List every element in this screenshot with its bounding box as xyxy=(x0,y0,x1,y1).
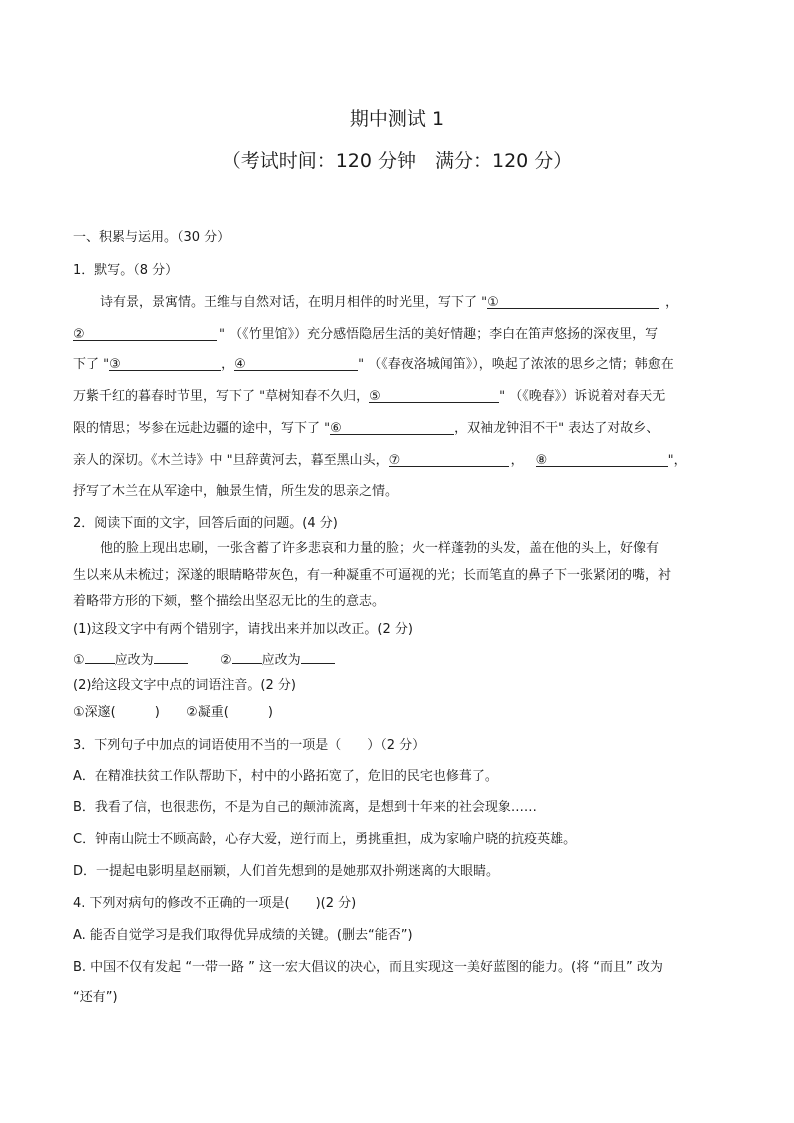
q1-line-2: ② " （《竹里馆》）充分感悟隐居生活的美好情趣；李白在笛声悠扬的深夜里，写 xyxy=(73,327,659,342)
correction-blank-1[interactable] xyxy=(154,648,188,664)
page-title: 期中测试 1 xyxy=(349,108,445,130)
q2-passage-line-1: 他的脸上现出忠刷，一张含蓄了许多悲哀和力量的脸；火一样蓬勃的头发，盖在他的头上，好像有 xyxy=(100,541,660,556)
q1-line-3: 下了 "③ ，④ " （《春夜洛城闻笛》），唤起了浓浓的思乡之情；韩愈在 xyxy=(73,357,674,372)
q4-option-b-line-2: “还有”) xyxy=(73,990,118,1005)
q2-passage-line-2: 生以来从未梳过；深遂的眼睛略带灰色，有一种凝重不可逼视的光；长而笔直的鼻子下一张紧闭的嘴，衬 xyxy=(73,568,672,583)
q3-option-c: C．钟南山院士不顾高龄，心存大爱，逆行而上，勇挑重担，成为家喻户晓的抗疫英雄。 xyxy=(73,832,577,847)
q3-option-d: D．一提起电影明星赵丽颖，人们首先想到的是她那双扑朔迷离的大眼睛。 xyxy=(73,864,500,879)
q4-option-a: A. 能否自觉学习是我们取得优异成绩的关键。(删去“能否”) xyxy=(73,928,413,943)
blank-2[interactable]: ② xyxy=(73,325,217,341)
q1-line-1: 诗有景，景寓情。王维与自然对话，在明月相伴的时光里，写下了 "① ， xyxy=(100,295,679,310)
q2-sub-2-answers xyxy=(73,703,733,723)
pinyin-blank-1[interactable]: ①深邃( ) xyxy=(73,705,160,720)
page-subtitle: （考试时间：120 分钟 满分：120 分） xyxy=(221,150,573,172)
q3-heading: 3．下列句子中加点的词语使用不当的一项是（ ）（2 分） xyxy=(73,738,426,753)
q2-sub-1-answers: ① 应改为 ② 应改为 xyxy=(73,648,733,671)
q3-option-b: B．我看了信，也很悲伤，不是为自己的颠沛流离，是想到十年来的社会现象…… xyxy=(73,800,537,815)
pinyin-blank-2[interactable]: ②凝重( ) xyxy=(186,705,273,720)
blank-5[interactable]: ⑤ xyxy=(369,387,499,403)
q4-heading: 4. 下列对病句的修改不正确的一项是( )(2 分) xyxy=(73,896,357,911)
q2-heading: 2．阅读下面的文字，回答后面的问题。(4 分) xyxy=(73,516,338,531)
q1-line-4: 万紫千红的暮春时节里，写下了 "草树知春不久归，⑤ " （《晚春》）诉说着对春天无 xyxy=(73,389,666,404)
blank-6[interactable]: ⑥ xyxy=(330,419,454,435)
correction-blank-2[interactable] xyxy=(301,648,335,664)
q1-heading: 1．默写。（8 分） xyxy=(73,263,179,278)
blank-1[interactable]: ① xyxy=(487,293,659,309)
typo-blank-2[interactable] xyxy=(232,648,262,664)
section-heading: 一、积累与运用。（30 分） xyxy=(73,230,231,245)
blank-3[interactable]: ③ xyxy=(109,355,221,371)
q2-passage-line-3: 着略带方形的下颏，整个描绘出坚忍无比的生的意志。 xyxy=(73,594,386,609)
q1-line-6: 亲人的深切。《木兰诗》中 "旦辞黄河去，暮至黑山头，⑦ ， ⑧ "， xyxy=(73,453,687,468)
blank-4[interactable]: ④ xyxy=(234,355,358,371)
blank-8[interactable]: ⑧ xyxy=(536,451,668,467)
q2-sub-2: (2)给这段文字中点的词语注音。(2 分) xyxy=(73,678,296,693)
q3-option-a: A．在精准扶贫工作队帮助下，村中的小路拓宽了，危旧的民宅也修葺了。 xyxy=(73,769,498,784)
q1-line-5: 限的情思；岑参在远赴边疆的途中，写下了 "⑥ ，双袖龙钟泪不干" 表达了对故乡、 xyxy=(73,421,660,436)
q2-sub-1: (1)这段文字中有两个错别字，请找出来并加以改正。(2 分) xyxy=(73,622,413,637)
typo-blank-1[interactable] xyxy=(85,648,115,664)
blank-7[interactable]: ⑦ xyxy=(389,451,509,467)
q1-line-7: 抒写了木兰在从军途中，触景生情，所生发的思亲之情。 xyxy=(73,484,399,499)
q4-option-b-line-1: B. 中国不仅有发起 “一带一路 ” 这一宏大倡议的决心，而且实现这一美好蓝图的能力。(将 “而且” 改为 xyxy=(73,960,663,975)
